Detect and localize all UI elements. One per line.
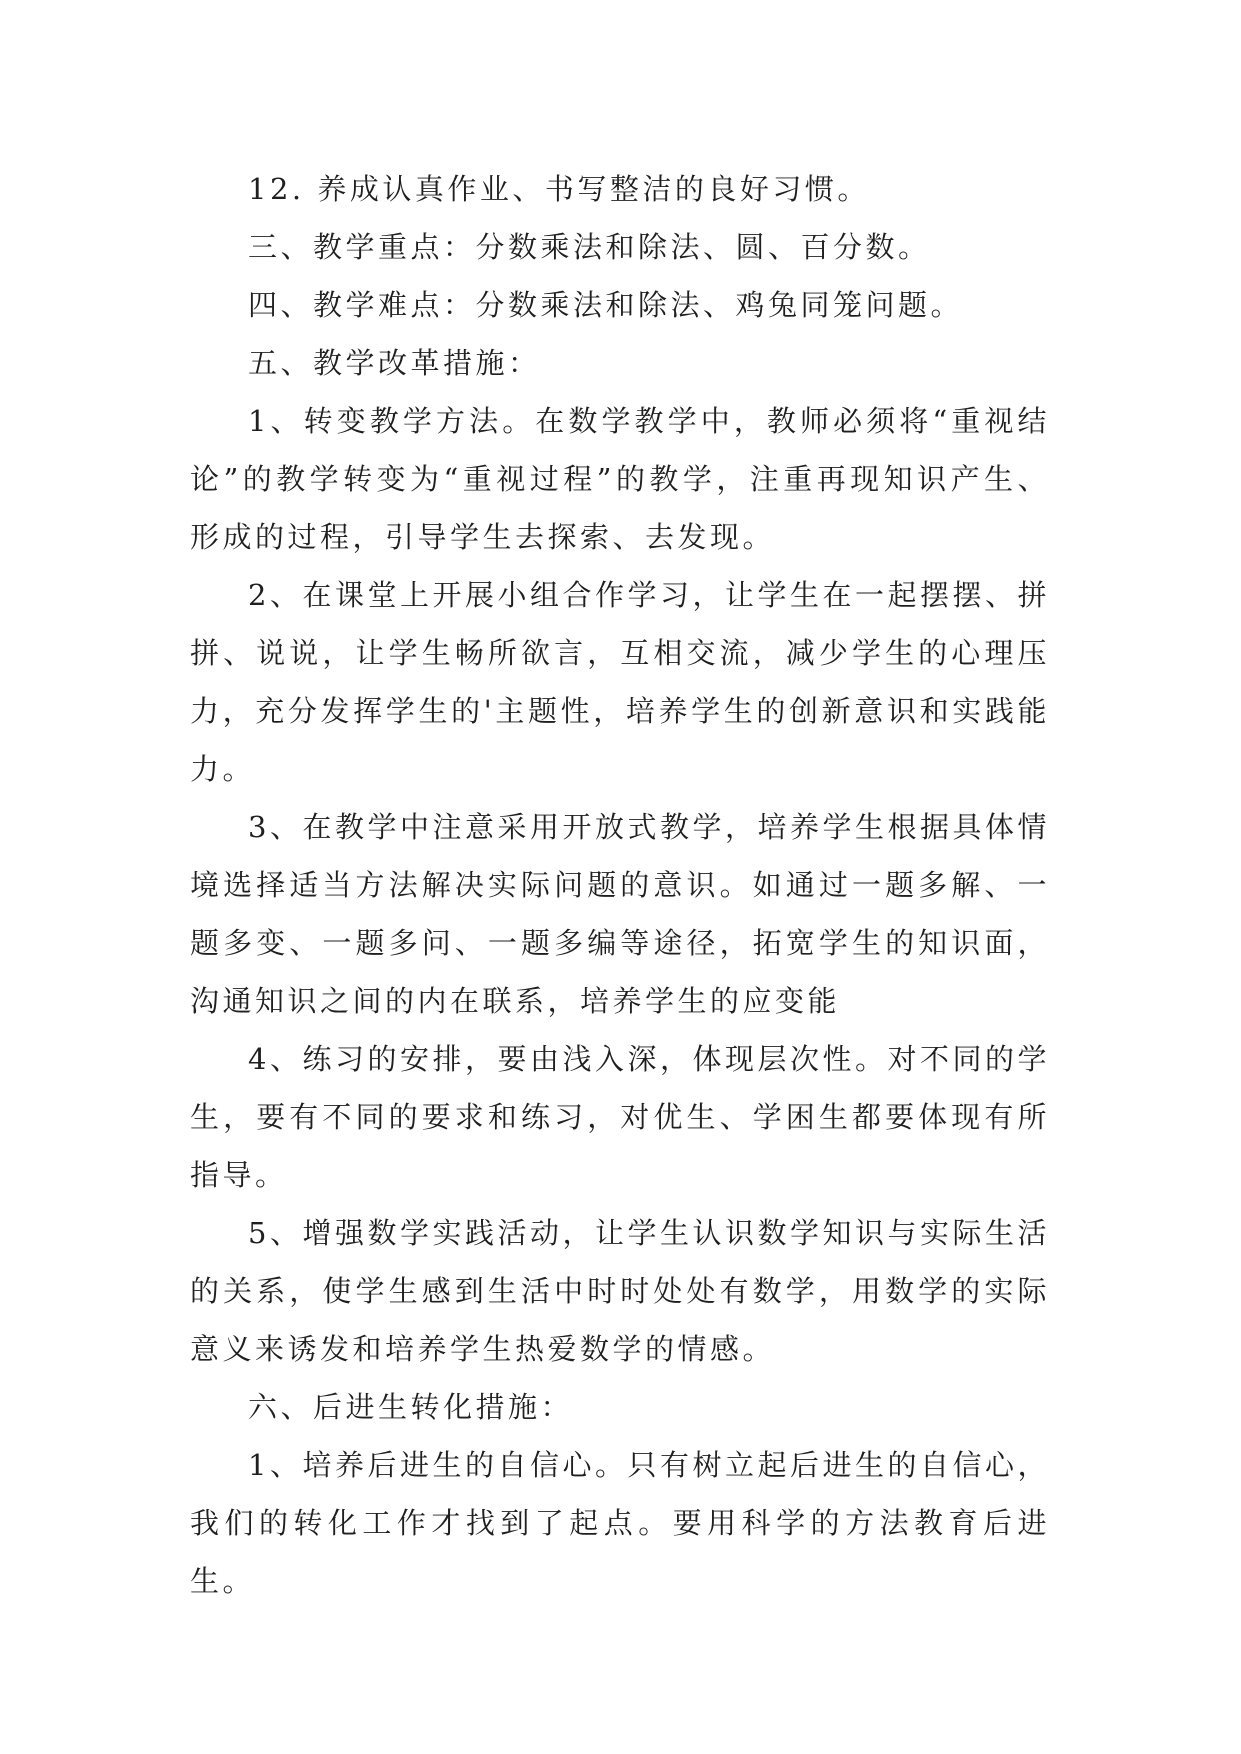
heading-reform-measures: 五、教学改革措施：: [248, 346, 541, 380]
paragraph-habits: 12. 养成认真作业、书写整洁的良好习惯。: [248, 172, 870, 206]
heading-teaching-focus: 三、教学重点：分数乘法和除法、圆、百分数。: [248, 230, 931, 264]
paragraph-reform-3: 3、在教学中注意采用开放式教学，培养学生根据具体情境选择适当方法解决实际问题的意识。如通过一题多解、一题多变、一题多问、一题多编等途径，拓宽学生的知识面，沟通知识之间的内在联系，培养学生的应变能: [190, 810, 1050, 1018]
heading-underachiever-measures: 六、后进生转化措施：: [248, 1390, 574, 1424]
paragraph-reform-2: 2、在课堂上开展小组合作学习，让学生在一起摆摆、拼拼、说说，让学生畅所欲言，互相交流，减少学生的心理压力，充分发挥学生的'主题性，培养学生的创新意识和实践能力。: [190, 578, 1050, 786]
paragraph-reform-1: 1、转变教学方法。在数学教学中，教师必须将“重视结论”的教学转变为“重视过程”的教学，注重再现知识产生、形成的过程，引导学生去探索、去发现。: [190, 404, 1050, 554]
heading-teaching-difficulties: 四、教学难点：分数乘法和除法、鸡兔同笼问题。: [248, 288, 964, 322]
paragraph-underachiever-1: 1、培养后进生的自信心。只有树立起后进生的自信心，我们的转化工作才找到了起点。要用科学的方法教育后进生。: [190, 1448, 1050, 1598]
paragraph-reform-5: 5、增强数学实践活动，让学生认识数学知识与实际生活的关系，使学生感到生活中时时处处有数学，用数学的实际意义来诱发和培养学生热爱数学的情感。: [190, 1216, 1050, 1366]
document-body: [190, 160, 1050, 1610]
paragraph-reform-4: 4、练习的安排，要由浅入深，体现层次性。对不同的学生，要有不同的要求和练习，对优生、学困生都要体现有所指导。: [190, 1042, 1050, 1192]
